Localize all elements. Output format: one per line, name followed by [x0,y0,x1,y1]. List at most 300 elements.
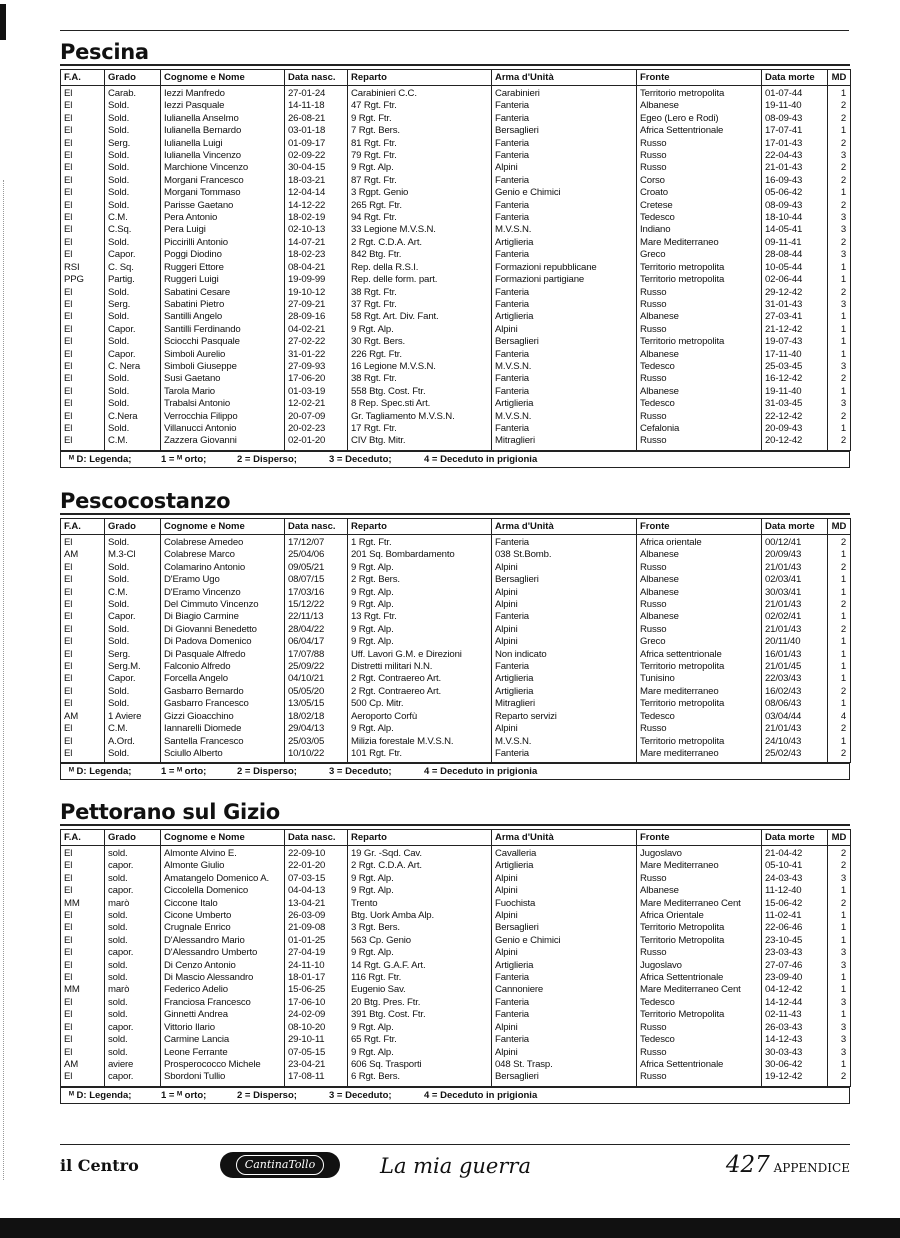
table-cell: 04/10/21 [285,673,348,685]
table-cell: Territorio metropolita [637,336,762,348]
table-cell: El [61,997,105,1009]
table-cell: Fuochista [492,898,637,910]
table-cell: Formazioni partigiane [492,274,637,286]
table-cell: marò [105,984,161,996]
table-cell: 24-02-09 [285,1009,348,1021]
table-cell: El [61,175,105,187]
table-cell: Albanese [637,587,762,599]
table-cell: 25/09/22 [285,661,348,673]
table-cell: D'Eramo Ugo [161,574,285,586]
table-cell: Territorio metropolita [637,262,762,274]
table-cell: 21-04-42 [762,846,828,861]
table-cell: 1 [828,698,851,710]
table-cell: Alpini [492,1047,637,1059]
table-cell: 2 [828,100,851,112]
table-cell: M.V.S.N. [492,361,637,373]
table-cell: Sold. [105,187,161,199]
column-header: MD [828,519,851,535]
table-cell: Sold. [105,150,161,162]
table-cell: Cicone Umberto [161,910,285,922]
table-cell: Alpini [492,885,637,897]
column-header: Cognome e Nome [161,519,285,535]
page-number-block [726,1152,850,1178]
table-cell: El [61,574,105,586]
table-cell: 22-12-42 [762,411,828,423]
table-cell: 1 [828,423,851,435]
legend [60,1087,850,1104]
table-cell: El [61,435,105,450]
table-cell: El [61,1034,105,1046]
table-row [61,736,851,748]
table-cell: 30-06-42 [762,1059,828,1071]
table-cell: 2 [828,898,851,910]
table-cell: Alpini [492,624,637,636]
legend-item: 2 = Disperso; [237,453,297,465]
table-cell: 20-09-43 [762,423,828,435]
table-row [61,125,851,137]
table-cell: El [61,736,105,748]
table-cell: El [61,299,105,311]
column-header: Fronte [637,830,762,846]
table-cell: El [61,386,105,398]
table-cell: El [61,698,105,710]
table-cell: Iulianella Luigi [161,138,285,150]
table-cell: Sold. [105,686,161,698]
table-cell: Carmine Lancia [161,1034,285,1046]
table-cell: Genio e Chimici [492,187,637,199]
table-cell: M.V.S.N. [492,736,637,748]
table-cell: 02/02/41 [762,611,828,623]
table-cell: Piccirilli Antonio [161,237,285,249]
table-cell: 9 Rgt. Alp. [348,599,492,611]
table-row [61,224,851,236]
table-cell: sold. [105,972,161,984]
table-cell: 02/03/41 [762,574,828,586]
table-cell: El [61,1071,105,1086]
table-cell: 09/05/21 [285,562,348,574]
table-cell: Territorio metropolita [637,274,762,286]
table-cell: Forcella Angelo [161,673,285,685]
table-cell: Alpini [492,723,637,735]
table-cell: Territorio metropolita [637,661,762,673]
table-cell: 03-01-18 [285,125,348,137]
table-cell: 27-07-46 [762,960,828,972]
column-header: Arma d'Unità [492,830,637,846]
table-cell: Sold. [105,162,161,174]
table-cell: 20/09/43 [762,549,828,561]
table-cell: Sciullo Alberto [161,748,285,763]
table-cell: 07-03-15 [285,873,348,885]
table-cell: 18-03-21 [285,175,348,187]
table-cell: Bersaglieri [492,922,637,934]
table-cell: Alpini [492,947,637,959]
table-row [61,574,851,586]
table-row [61,661,851,673]
table-cell: Russo [637,435,762,450]
table-cell: Albanese [637,311,762,323]
table-cell: 201 Sq. Bombardamento [348,549,492,561]
table-cell: 9 Rgt. Alp. [348,947,492,959]
table-cell: El [61,535,105,550]
table-cell: 15-06-25 [285,984,348,996]
table-cell: Iannarelli Diomede [161,723,285,735]
section-1 [60,489,850,780]
table-row [61,435,851,450]
table-cell: capor. [105,860,161,872]
table-cell: 03/04/44 [762,711,828,723]
table-cell: C.M. [105,435,161,450]
table-cell: 02-09-22 [285,150,348,162]
table-cell: Territorio metropolita [637,86,762,101]
table-cell: Fanteria [492,113,637,125]
table-cell: 3 [828,1047,851,1059]
table-cell: Fanteria [492,386,637,398]
table-cell: 20-02-23 [285,423,348,435]
table-row [61,549,851,561]
table-cell: 29-12-42 [762,287,828,299]
table-cell: 2 [828,237,851,249]
table-row [61,373,851,385]
table-cell: Fanteria [492,661,637,673]
table-cell: Alpini [492,162,637,174]
table-row [61,960,851,972]
table-cell: Russo [637,624,762,636]
table-cell: Cavalleria [492,846,637,861]
table-cell: Verrocchia Filippo [161,411,285,423]
table-cell: 14-12-43 [762,1034,828,1046]
table-cell: 226 Rgt. Ftr. [348,349,492,361]
table-cell: Fanteria [492,100,637,112]
table-cell: Uff. Lavori G.M. e Direzioni [348,649,492,661]
table-row [61,386,851,398]
table-row [61,611,851,623]
sponsor-logo-text: CantinaTollo [236,1155,324,1175]
table-cell: Sold. [105,748,161,763]
table-cell: 101 Rgt. Ftr. [348,748,492,763]
table-cell: 1 [828,274,851,286]
table-cell: 1 [828,972,851,984]
table-cell: 3 [828,1022,851,1034]
table-header-row [61,519,851,535]
table-row [61,336,851,348]
table-cell: 2 [828,287,851,299]
table-cell: Iezzi Manfredo [161,86,285,101]
table-cell: Reparto servizi [492,711,637,723]
table-cell: El [61,611,105,623]
table-cell: El [61,324,105,336]
table-cell: Sold. [105,200,161,212]
table-row [61,1009,851,1021]
table-cell: Falconio Alfredo [161,661,285,673]
table-cell: 265 Rgt. Ftr. [348,200,492,212]
table-cell: 00/12/41 [762,535,828,550]
table-cell: El [61,1009,105,1021]
table-cell: Russo [637,1047,762,1059]
table-cell: 2 Rgt. Contraereo Art. [348,673,492,685]
table-row [61,535,851,550]
table-cell: Fanteria [492,997,637,1009]
page-number: 427 [725,1152,770,1178]
table-cell: 17 Rgt. Ftr. [348,423,492,435]
table-cell: Gizzi Gioacchino [161,711,285,723]
table-cell: 500 Cp. Mitr. [348,698,492,710]
table-cell: 25/03/05 [285,736,348,748]
table-cell: Sold. [105,562,161,574]
table-cell: 9 Rgt. Alp. [348,1022,492,1034]
table-cell: Di Mascio Alessandro [161,972,285,984]
table-cell: 16/02/43 [762,686,828,698]
table-cell: sold. [105,960,161,972]
table-row [61,187,851,199]
legend-item: 1 = ᴹ orto; [161,766,207,778]
table-cell: 25/04/06 [285,549,348,561]
table-cell: El [61,649,105,661]
table-cell: 02-10-13 [285,224,348,236]
table-cell: 17/07/88 [285,649,348,661]
table-cell: Alpini [492,562,637,574]
table-cell: Greco [637,636,762,648]
table-cell: Pera Luigi [161,224,285,236]
table-cell: 27-02-22 [285,336,348,348]
table-cell: 20-07-09 [285,411,348,423]
table-cell: 17-06-10 [285,997,348,1009]
table-cell: 33 Legione M.V.S.N. [348,224,492,236]
table-cell: El [61,200,105,212]
table-cell: 07-05-15 [285,1047,348,1059]
table-cell: 26-08-21 [285,113,348,125]
table-cell: Federico Adelio [161,984,285,996]
table-cell: 17-01-43 [762,138,828,150]
legend-item: 1 = ᴹ orto; [161,453,207,465]
table-cell: El [61,960,105,972]
table-cell: Fanteria [492,611,637,623]
table-cell: C.M. [105,587,161,599]
table-cell: 9 Rgt. Ftr. [348,113,492,125]
table-cell: Sold. [105,336,161,348]
table-cell: Marchione Vincenzo [161,162,285,174]
table-cell: Alpini [492,599,637,611]
table-cell: Capor. [105,249,161,261]
table-cell: 27-09-93 [285,361,348,373]
table-cell: Formazioni repubblicane [492,262,637,274]
table-cell: sold. [105,935,161,947]
table-cell: 08-09-43 [762,200,828,212]
table-cell: Serg. [105,138,161,150]
table-cell: El [61,599,105,611]
table-cell: El [61,885,105,897]
table-cell: PPG [61,274,105,286]
column-header: F.A. [61,519,105,535]
table-cell: Fanteria [492,972,637,984]
table-cell: capor. [105,947,161,959]
table-cell: Capor. [105,324,161,336]
table-cell: 3 [828,224,851,236]
table-cell: 01-01-25 [285,935,348,947]
table-cell: Russo [637,138,762,150]
table-cell: 842 Btg. Ftr. [348,249,492,261]
table-cell: 12-04-14 [285,187,348,199]
table-cell: El [61,587,105,599]
table-cell: 04-12-42 [762,984,828,996]
table-cell: capor. [105,885,161,897]
magazine-title: La mia guerra [380,1154,531,1178]
table-cell: Artiglieria [492,860,637,872]
table-cell: sold. [105,1009,161,1021]
table-cell: Albanese [637,549,762,561]
table-cell: 6 Rgt. Bers. [348,1071,492,1086]
table-cell: 19-11-40 [762,386,828,398]
table-cell: Sold. [105,636,161,648]
table-cell: Iulianella Vincenzo [161,150,285,162]
table-cell: 1 [828,1059,851,1071]
column-header: Fronte [637,70,762,86]
legend-item: 3 = Deceduto; [329,453,392,465]
table-cell: 17-08-11 [285,1071,348,1086]
table-cell: Indiano [637,224,762,236]
table-row [61,860,851,872]
table-cell: 1 [828,611,851,623]
legend-title: ᴹ D: Legenda; [69,1089,132,1101]
sponsor-logo [220,1152,340,1178]
table-cell: 2 [828,411,851,423]
table-cell: 58 Rgt. Art. Div. Fant. [348,311,492,323]
table-cell: 13 Rgt. Ftr. [348,611,492,623]
table-cell: Fanteria [492,249,637,261]
table-cell: Santella Francesco [161,736,285,748]
table-cell: sold. [105,846,161,861]
table-cell: Africa Settentrionale [637,972,762,984]
table-cell: Sold. [105,311,161,323]
table-row [61,423,851,435]
table-cell: 05-06-42 [762,187,828,199]
table-cell: Poggi Diodino [161,249,285,261]
table-cell: 29/04/13 [285,723,348,735]
table-cell: El [61,224,105,236]
table-cell: Santilli Angelo [161,311,285,323]
table-cell: Iulianella Anselmo [161,113,285,125]
table-cell: Russo [637,1022,762,1034]
table-cell: sold. [105,1047,161,1059]
table-cell: 17/03/16 [285,587,348,599]
table-cell: 606 Sq. Trasporti [348,1059,492,1071]
table-cell: 3 [828,249,851,261]
table-cell: 2 [828,624,851,636]
table-cell: 18-10-44 [762,212,828,224]
table-cell: Fanteria [492,150,637,162]
table-cell: 1 [828,336,851,348]
table-cell: 563 Cp. Genio [348,935,492,947]
table-cell: 87 Rgt. Ftr. [348,175,492,187]
table-cell: Di Pasquale Alfredo [161,649,285,661]
table-cell: Carabinieri [492,86,637,101]
column-header: Data nasc. [285,70,348,86]
table-cell: C.Nera [105,411,161,423]
table-cell: Simboli Aurelio [161,349,285,361]
table-cell: Artiglieria [492,673,637,685]
casualty-table [60,518,851,763]
table-cell: Fanteria [492,535,637,550]
table-cell: El [61,636,105,648]
table-cell: Albanese [637,349,762,361]
table-cell: 2 Rgt. Bers. [348,574,492,586]
table-cell: Sciocchi Pasquale [161,336,285,348]
table-cell: 1 [828,386,851,398]
table-cell: 2 [828,562,851,574]
table-row [61,972,851,984]
table-row [61,1034,851,1046]
table-row [61,686,851,698]
table-cell: Sold. [105,624,161,636]
table-cell: El [61,187,105,199]
table-row [61,100,851,112]
table-cell: Di Cenzo Antonio [161,960,285,972]
table-cell: Morgani Francesco [161,175,285,187]
table-row [61,698,851,710]
table-cell: 14-12-44 [762,997,828,1009]
table-row [61,150,851,162]
table-cell: 19-10-12 [285,287,348,299]
table-cell: 25/02/43 [762,748,828,763]
table-cell: Pera Antonio [161,212,285,224]
table-cell: 1 [828,262,851,274]
table-cell: Croato [637,187,762,199]
table-cell: Del Cimmuto Vincenzo [161,599,285,611]
table-cell: 05-10-41 [762,860,828,872]
table-row [61,411,851,423]
table-cell: Sold. [105,237,161,249]
table-cell: Serg.M. [105,661,161,673]
table-row [61,299,851,311]
table-row [61,287,851,299]
table-cell: Fanteria [492,373,637,385]
table-cell: 116 Rgt. Ftr. [348,972,492,984]
table-cell: Rep. della R.S.I. [348,262,492,274]
table-cell: Gr. Tagliamento M.V.S.N. [348,411,492,423]
table-cell: 3 [828,299,851,311]
table-cell: Sold. [105,287,161,299]
table-cell: 3 [828,398,851,410]
table-cell: El [61,162,105,174]
table-cell: sold. [105,922,161,934]
table-cell: 1 [828,574,851,586]
table-cell: Carabinieri C.C. [348,86,492,101]
table-cell: Fanteria [492,175,637,187]
table-cell: Alpini [492,636,637,648]
table-cell: Mare Mediterraneo Cent [637,984,762,996]
table-cell: El [61,336,105,348]
table-row [61,673,851,685]
table-cell: Mare Mediterraneo [637,237,762,249]
page-section-label: APPENDICE [773,1161,850,1175]
table-cell: 02-06-44 [762,274,828,286]
table-cell: Greco [637,249,762,261]
section-0 [60,40,850,468]
table-cell: Bersaglieri [492,125,637,137]
table-cell: 24-11-10 [285,960,348,972]
table-cell: 1 [828,910,851,922]
table-cell: Cannoniere [492,984,637,996]
table-cell: 1 [828,349,851,361]
table-cell: Almonte Alvino E. [161,846,285,861]
table-cell: 19-12-42 [762,1071,828,1086]
table-cell: 1 Rgt. Ftr. [348,535,492,550]
table-cell: Russo [637,324,762,336]
table-cell: 2 [828,435,851,450]
table-cell: 21/01/43 [762,599,828,611]
table-cell: 1 [828,636,851,648]
table-cell: 8 Rep. Spec.sti Art. [348,398,492,410]
table-cell: Trabalsi Antonio [161,398,285,410]
